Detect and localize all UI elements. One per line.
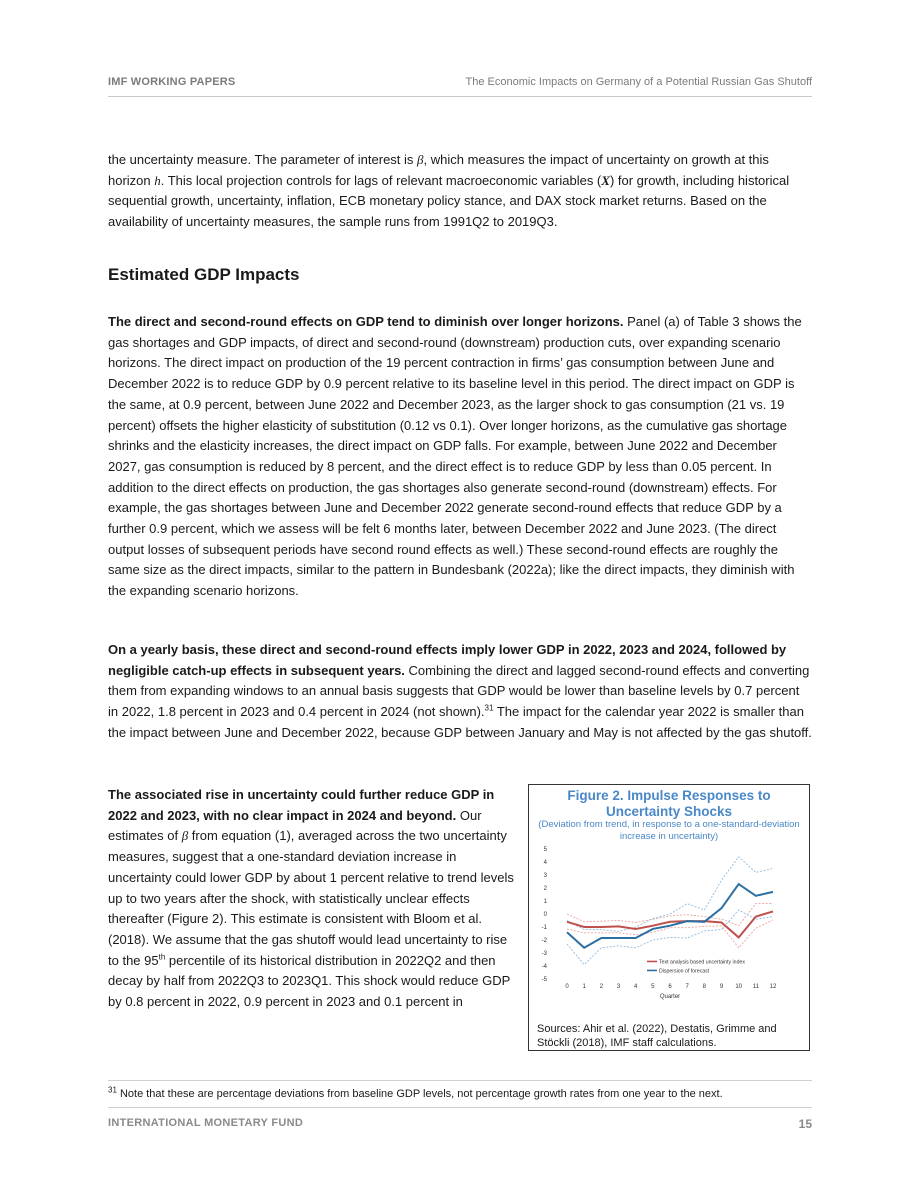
footer-publisher: INTERNATIONAL MONETARY FUND — [108, 1117, 304, 1129]
x-tick-label: 9 — [719, 984, 724, 990]
figure-2 — [528, 784, 810, 1051]
para2-lead: The direct and second-round effects on GDP tend to diminish over longer horizons. — [108, 314, 624, 329]
ordinal-suffix: th — [158, 952, 166, 962]
dispersion-legend-label: Dispersion of forecast — [659, 968, 710, 975]
dispersion-upper-band-line — [567, 857, 773, 932]
y-tick-label: 5 — [543, 847, 547, 853]
x-axis-label: Quarter — [659, 994, 681, 1000]
h-symbol: h — [154, 172, 161, 188]
beta-symbol: β — [417, 152, 424, 167]
x-tick-label: 8 — [702, 984, 707, 990]
page-number: 15 — [798, 1117, 812, 1131]
section-heading: Estimated GDP Impacts — [108, 265, 300, 284]
beta-symbol-2: β — [181, 828, 189, 844]
y-tick-label: 4 — [543, 860, 547, 866]
paragraph-direct-effects — [108, 312, 812, 602]
figure-sources: Sources: Ahir et al. (2022), Destatis, Grimme and Stöckli (2018), IMF staff calculations. — [537, 1023, 777, 1049]
text-analysis-series-line — [567, 911, 773, 937]
y-tick-label: 2 — [543, 886, 547, 892]
running-header — [108, 74, 812, 97]
para4-text-3: percentile of its historical distribution in 2022Q2 and then decay by half from 2022Q3 to 2023Q1. This shock would reduce GDP by 0.8 percent in 2022, 0.9 percent in 2023 and 0.1 percent in — [108, 952, 511, 1010]
para1-text-3: . This local projection controls for lags of relevant macroeconomic variables ( — [160, 172, 602, 188]
y-tick-label: 3 — [543, 873, 547, 879]
para4-text-1: Our estimates of — [108, 807, 482, 844]
paragraph-uncertainty-rise — [108, 785, 514, 1013]
para3-lead: On a yearly basis, these direct and second-round effects imply lower GDP in 2022, 2023 and 2024, followed by negligible catch-up effects in subsequent years. — [108, 642, 787, 678]
x-tick-label: 5 — [651, 984, 655, 990]
y-tick-label: -4 — [541, 964, 547, 970]
paragraph-uncertainty-measure — [108, 150, 812, 233]
x-tick-label: 4 — [633, 984, 638, 990]
para4-lead: The associated rise in uncertainty could further reduce GDP in 2022 and 2023, with no clear impact in 2024 and beyond. — [108, 787, 495, 823]
y-tick-label: -5 — [541, 977, 547, 983]
para3-body-2: The impact for the calendar year 2022 is smaller than the impact between June and December 2022, because GDP between January and May is not affected by the gas shutoff. — [108, 704, 812, 740]
footnote-text: Note that these are percentage deviations from baseline GDP levels, not percentage growth rates from one year to the next. — [116, 1088, 723, 1100]
y-tick-label: -3 — [541, 951, 547, 957]
header-series-title: IMF WORKING PAPERS — [108, 76, 236, 88]
figure-title: Figure 2. Impulse Responses to Uncertainty Shocks — [567, 788, 771, 819]
para4-text-2: from equation (1), averaged across the two uncertainty measures, suggest that a one-standard deviation increase in uncertainty could lower GDP by about 1 percent relative to trend levels up to two years after the shock, with statistically unclear effects thereafter (Figure 2). This estimate is consistent with Bloom et al. (2018). We assume that the gas shutoff would lead uncertainty to rise to the 95 — [108, 828, 514, 968]
para1-text-4: ) for growth, including historical sequential growth, uncertainty, inflation, ECB monetary policy stance, and DAX stock market returns. Based on the availability of uncertainty measures, the sample runs from 1991Q2 to 2019Q3. — [108, 172, 790, 230]
y-tick-label: -2 — [541, 938, 547, 944]
footnote-divider — [108, 1080, 812, 1081]
y-tick-label: 1 — [543, 899, 547, 905]
x-tick-label: 2 — [599, 984, 604, 990]
y-tick-label: 0 — [543, 912, 547, 918]
figure-subtitle: (Deviation from trend, in response to a one-standard-deviation increase in uncertainty) — [538, 819, 800, 842]
x-tick-label: 10 — [735, 984, 743, 990]
x-tick-label: 1 — [582, 984, 586, 990]
y-tick-label: -1 — [541, 925, 547, 931]
x-tick-label: 12 — [769, 984, 777, 990]
x-tick-label: 7 — [685, 984, 689, 990]
para3-body: Combining the direct and lagged second-round effects and converting them from expanding windows to an annual basis suggests that GDP would be lower than baseline levels by 0.7 percent in 2022, 1.8 percent in 2023 and 0.4 percent in 2024 (not shown). — [108, 662, 810, 720]
footnote-number: 31 — [108, 1085, 117, 1095]
text-analysis-legend-label: Text analysis based uncertainty index — [659, 959, 745, 966]
footnote-ref-31[interactable]: 31 — [484, 703, 494, 713]
x-tick-label: 11 — [752, 984, 759, 990]
impulse-response-chart — [529, 843, 809, 1021]
footnote-31 — [108, 1085, 723, 1100]
header-paper-title: The Economic Impacts on Germany of a Potential Russian Gas Shutoff — [465, 76, 812, 88]
x-symbol: X — [601, 172, 610, 188]
para1-text-1: the uncertainty measure. The parameter of interest is — [108, 152, 418, 167]
para1-text-2: , which measures the impact of uncertainty on growth at this horizon — [108, 152, 769, 188]
dispersion-lower-band-line — [567, 910, 773, 965]
para2-body: Panel (a) of Table 3 shows the gas shortages and GDP impacts, of direct and second-round (downstream) production cuts, over expanding scenario horizons. The direct impact on production of the 19 percent contraction in firms’ gas consumption between June and December 2022 is to reduce GDP by 0.9 percent relative to its baseline level in this period. The direct impact on GDP is the same, at 0.9 percent, between June 2022 and December 2023, as the larger shock to gas consumption (21 vs. 19 percent) offsets the higher elasticity of substitution (0.12 vs 0.1). Over longer horizons, as the cumulative gas shortage shrinks and the elasticity increases, the direct impact on GDP falls. For example, between June 2022 and December 2027, gas consumption is reduced by 8 percent, and the direct effect is to reduce GDP by less than 0.05 percent. In addition to the direct effects on production, the gas shortages also generate second-round (downstream) effects. For example, the gas shortages between June and December 2022 generate second-round effects that reduce GDP by a further 0.9 percent, which we assess will be felt 6 months later, between December 2022 and June 2023. (The direct output losses of subsequent periods have second round effects as well.) These second-round effects are roughly the same size as the direct impacts, similar to the pattern in Bundesbank (2022a); like the direct impacts, they diminish with the expanding scenario horizons. — [108, 314, 802, 599]
paragraph-yearly-basis — [108, 640, 812, 744]
x-tick-label: 0 — [565, 984, 569, 990]
footer-divider — [108, 1107, 812, 1108]
x-tick-label: 6 — [668, 984, 672, 990]
x-tick-label: 3 — [616, 984, 621, 990]
